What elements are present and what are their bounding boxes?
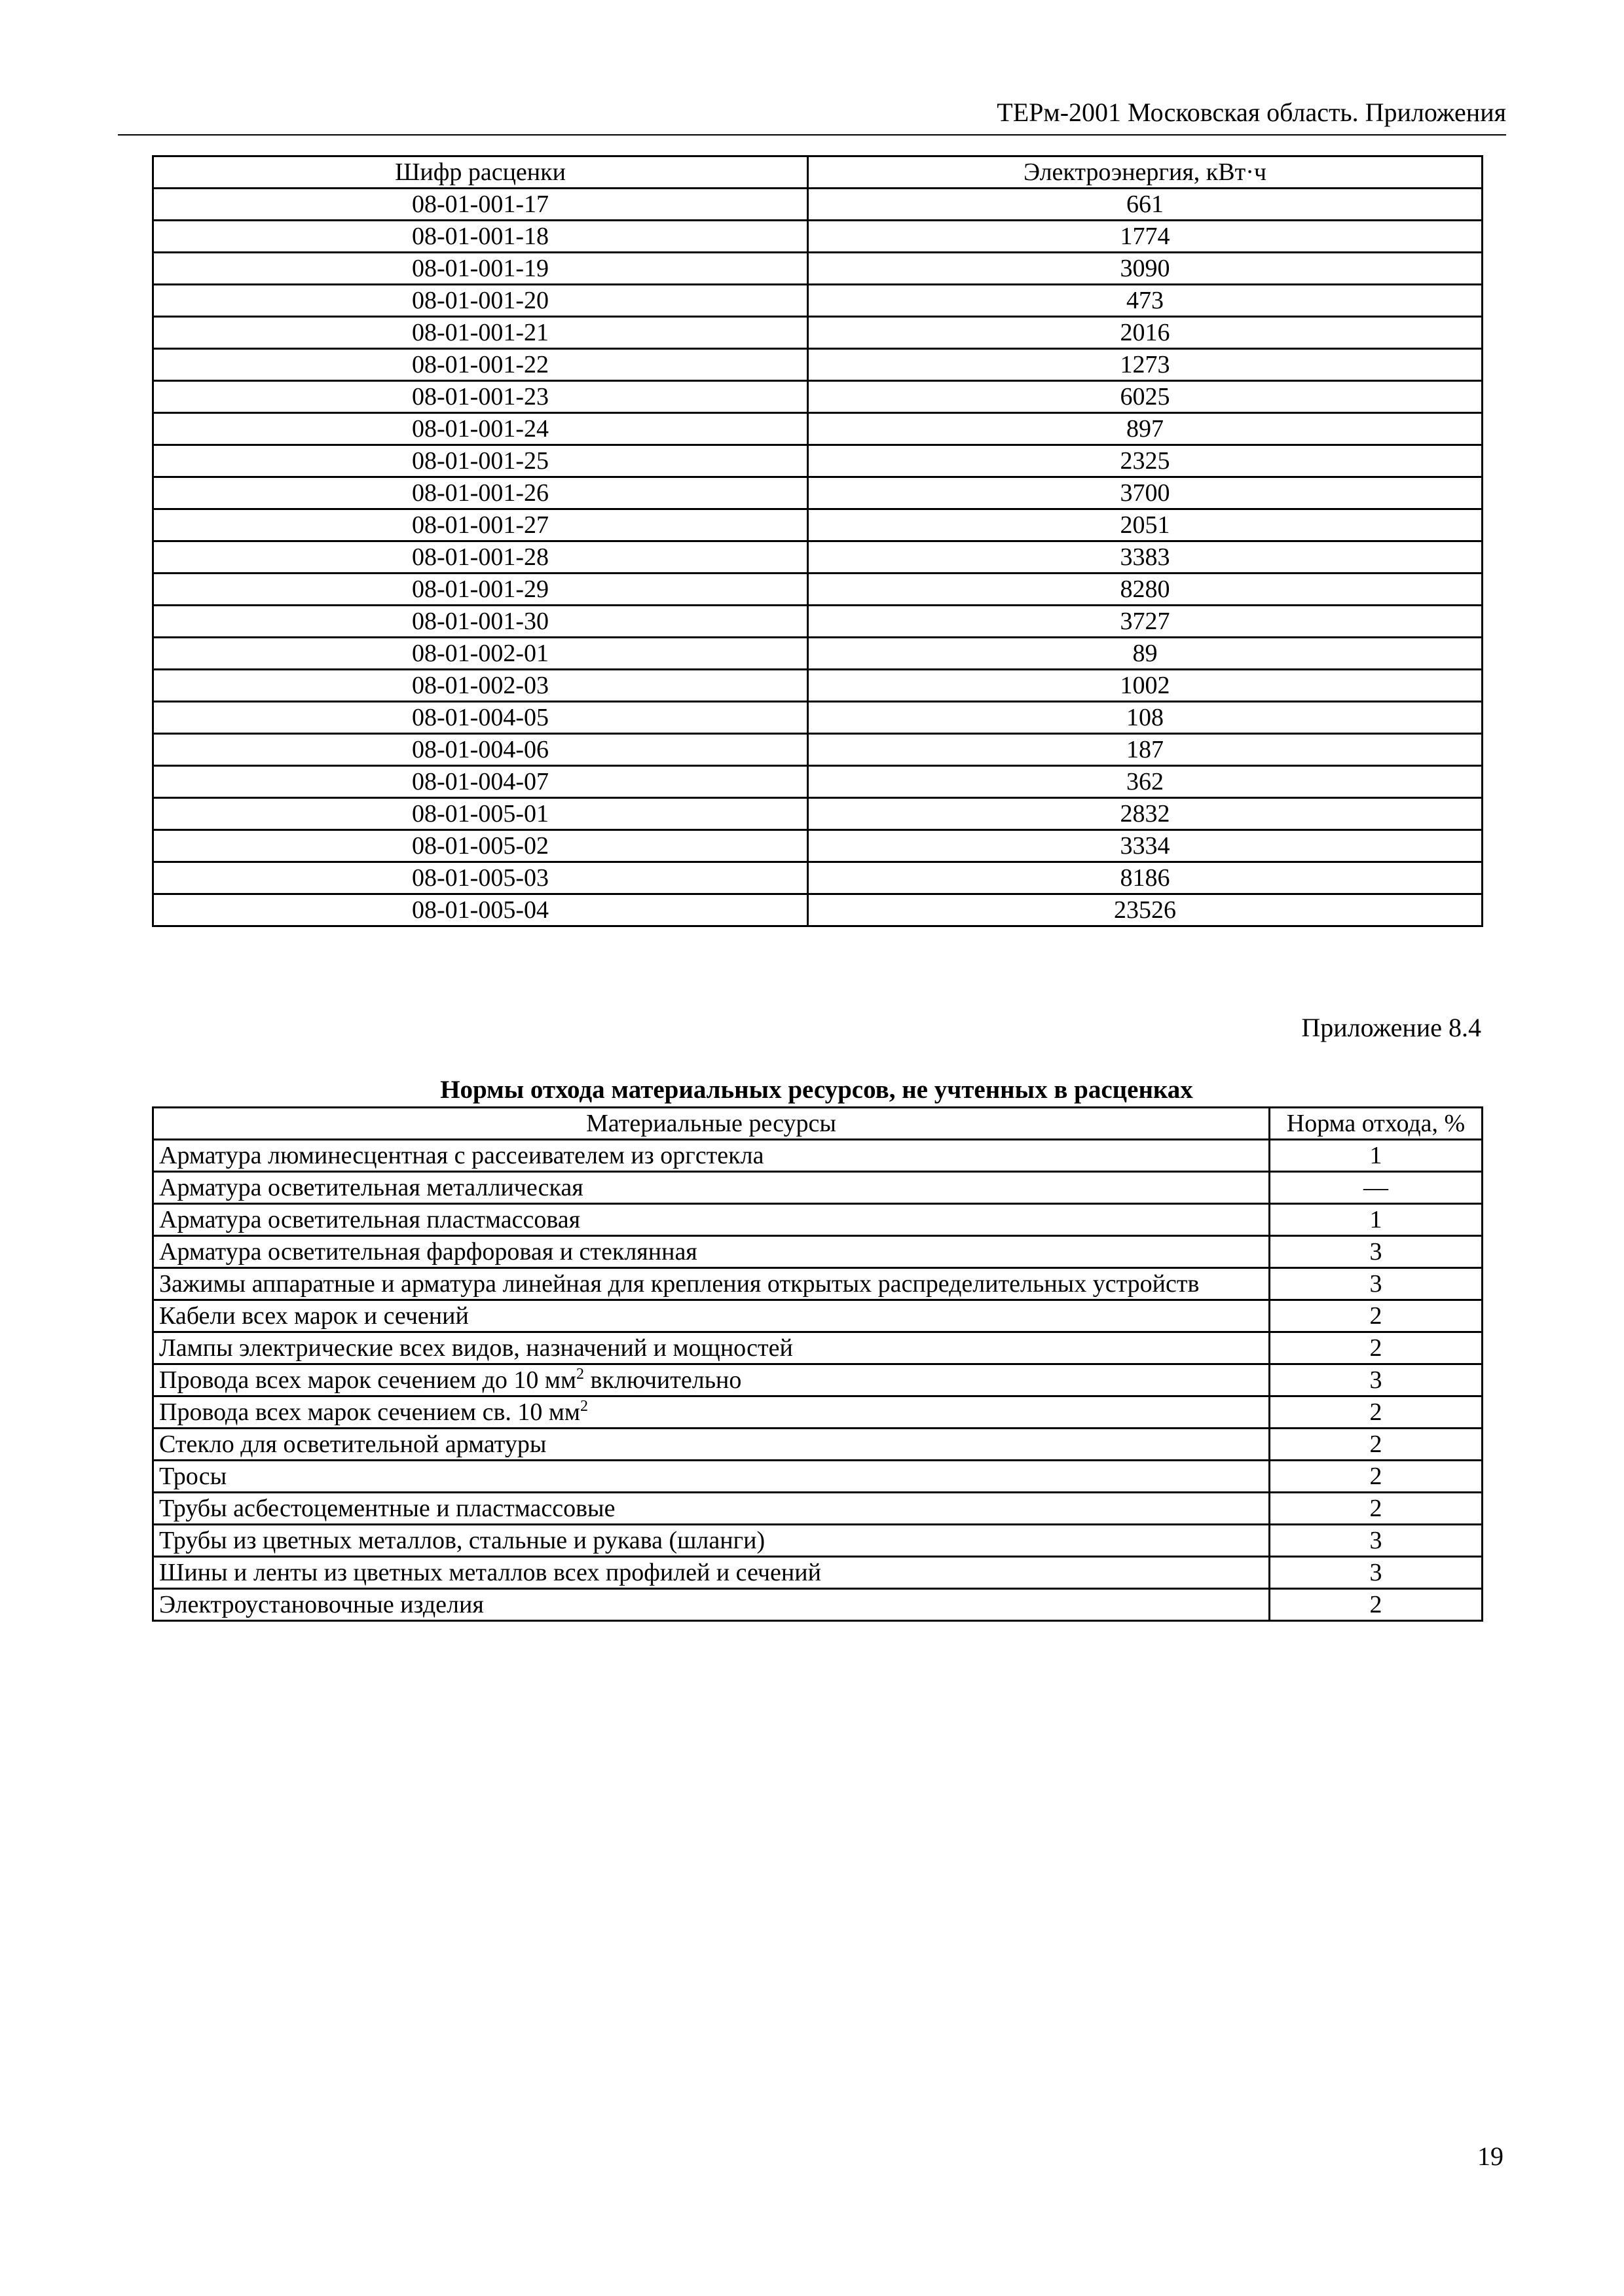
rate-code-cell: 08-01-001-25 [153, 445, 808, 477]
rate-code-cell: 08-01-001-24 [153, 413, 808, 445]
table-row [153, 862, 1483, 894]
table-row [153, 221, 1483, 253]
table-row [153, 1268, 1483, 1300]
table-row [153, 1589, 1483, 1621]
rate-code-cell: 08-01-001-23 [153, 381, 808, 413]
norm-value-cell: 2 [1270, 1429, 1483, 1461]
material-cell [153, 1589, 1270, 1621]
material-cell [153, 1461, 1270, 1493]
table-header-row [153, 156, 1483, 189]
appendix-label: Приложение 8.4 [1301, 1013, 1481, 1042]
rate-code-cell: 08-01-005-04 [153, 894, 808, 926]
table-row [153, 445, 1483, 477]
rate-code-cell: 08-01-002-03 [153, 670, 808, 702]
material-cell [153, 1140, 1270, 1172]
rate-code-cell: 08-01-001-30 [153, 606, 808, 638]
energy-value-cell: 89 [808, 638, 1483, 670]
rate-code-cell: 08-01-001-18 [153, 221, 808, 253]
table-header-row [153, 1108, 1483, 1140]
material-text: Трубы асбестоцементные и пластмассовые [159, 1495, 616, 1522]
energy-value-cell: 2016 [808, 317, 1483, 349]
norm-value-cell: 3 [1270, 1236, 1483, 1268]
table-row [153, 638, 1483, 670]
material-text: Арматура люминесцентная с рассеивателем из оргстекла [159, 1142, 764, 1169]
energy-value-cell: 1002 [808, 670, 1483, 702]
rate-code-cell: 08-01-001-19 [153, 253, 808, 285]
norm-value-cell: 2 [1270, 1396, 1483, 1429]
energy-value-cell: 23526 [808, 894, 1483, 926]
table-row [153, 1525, 1483, 1557]
rate-code-cell: 08-01-004-06 [153, 734, 808, 766]
energy-value-cell: 187 [808, 734, 1483, 766]
material-cell [153, 1332, 1270, 1364]
energy-value-cell: 8280 [808, 574, 1483, 606]
rate-code-cell: 08-01-001-17 [153, 189, 808, 221]
energy-value-cell: 2325 [808, 445, 1483, 477]
material-text: Шины и ленты из цветных металлов всех профилей и сечений [159, 1559, 821, 1586]
column-header-energy: Электроэнергия, кВт·ч [808, 156, 1483, 189]
norm-value-cell: 3 [1270, 1557, 1483, 1589]
material-cell [153, 1268, 1270, 1300]
norm-value-cell: 2 [1270, 1332, 1483, 1364]
material-text: Зажимы аппаратные и арматура линейная для крепления открытых распределительных устройств [159, 1270, 1200, 1298]
material-cell [153, 1493, 1270, 1525]
table-row [153, 702, 1483, 734]
rate-code-cell: 08-01-004-05 [153, 702, 808, 734]
rate-code-cell: 08-01-001-20 [153, 285, 808, 317]
material-text: Электроустановочные изделия [159, 1591, 484, 1618]
norm-value-cell: 2 [1270, 1461, 1483, 1493]
header-divider [118, 134, 1506, 136]
rate-code-cell: 08-01-005-02 [153, 830, 808, 862]
column-header-norm: Норма отхода, % [1270, 1108, 1483, 1140]
rate-code-cell: 08-01-001-21 [153, 317, 808, 349]
table-row [153, 349, 1483, 381]
energy-value-cell: 473 [808, 285, 1483, 317]
table-row [153, 574, 1483, 606]
material-text: Арматура осветительная металлическая [159, 1174, 583, 1201]
norm-value-cell: 1 [1270, 1140, 1483, 1172]
material-text: Лампы электрические всех видов, назначений и мощностей [159, 1334, 793, 1362]
material-cell [153, 1396, 1270, 1429]
material-text-suffix: включительно [584, 1366, 742, 1394]
energy-consumption-table [152, 155, 1483, 927]
material-cell [153, 1557, 1270, 1589]
table-row [153, 285, 1483, 317]
page-number: 19 [1477, 2141, 1504, 2171]
table-row [153, 413, 1483, 445]
energy-value-cell: 3700 [808, 477, 1483, 509]
rate-code-cell: 08-01-005-03 [153, 862, 808, 894]
waste-norms-table [152, 1106, 1483, 1622]
rate-code-cell: 08-01-001-27 [153, 509, 808, 541]
table-row [153, 1236, 1483, 1268]
table-row [153, 1493, 1483, 1525]
table-row [153, 317, 1483, 349]
material-cell [153, 1172, 1270, 1204]
table-row [153, 670, 1483, 702]
column-header-material: Материальные ресурсы [153, 1108, 1270, 1140]
energy-value-cell: 362 [808, 766, 1483, 798]
table-row [153, 766, 1483, 798]
rate-code-cell: 08-01-001-29 [153, 574, 808, 606]
norm-value-cell: 2 [1270, 1589, 1483, 1621]
material-text: Арматура осветительная фарфоровая и стеклянная [159, 1238, 697, 1266]
material-text: Трубы из цветных металлов, стальные и рукава (шланги) [159, 1527, 766, 1554]
page-header-title: ТЕРм-2001 Московская область. Приложения [997, 98, 1506, 127]
energy-value-cell: 108 [808, 702, 1483, 734]
energy-value-cell: 1273 [808, 349, 1483, 381]
material-cell [153, 1236, 1270, 1268]
table-row [153, 1300, 1483, 1332]
energy-value-cell: 3383 [808, 541, 1483, 574]
material-text: Провода всех марок сечением до 10 мм [159, 1366, 577, 1394]
table-row [153, 1204, 1483, 1236]
material-text: Кабели всех марок и сечений [159, 1302, 469, 1330]
norms-table-title: Нормы отхода материальных ресурсов, не учтенных в расценках [440, 1076, 1193, 1104]
rate-code-cell: 08-01-004-07 [153, 766, 808, 798]
material-text: Стекло для осветительной арматуры [159, 1430, 547, 1458]
rate-code-cell: 08-01-005-01 [153, 798, 808, 830]
energy-value-cell: 6025 [808, 381, 1483, 413]
material-cell [153, 1300, 1270, 1332]
table-row [153, 541, 1483, 574]
material-text: Арматура осветительная пластмассовая [159, 1206, 581, 1233]
norm-value-cell: — [1270, 1172, 1483, 1204]
energy-value-cell: 3727 [808, 606, 1483, 638]
rate-code-cell: 08-01-001-26 [153, 477, 808, 509]
energy-value-cell: 1774 [808, 221, 1483, 253]
table-row [153, 1557, 1483, 1589]
energy-value-cell: 8186 [808, 862, 1483, 894]
superscript: 2 [580, 1398, 588, 1415]
table-row [153, 189, 1483, 221]
table-row [153, 894, 1483, 926]
energy-value-cell: 661 [808, 189, 1483, 221]
rate-code-cell: 08-01-002-01 [153, 638, 808, 670]
energy-value-cell: 897 [808, 413, 1483, 445]
table-row [153, 509, 1483, 541]
norm-value-cell: 3 [1270, 1364, 1483, 1396]
material-cell [153, 1364, 1270, 1396]
column-header-code: Шифр расценки [153, 156, 808, 189]
energy-value-cell: 3334 [808, 830, 1483, 862]
material-text: Провода всех марок сечением св. 10 мм [159, 1398, 580, 1426]
table-row [153, 830, 1483, 862]
norm-value-cell: 2 [1270, 1300, 1483, 1332]
table-row [153, 798, 1483, 830]
table-row [153, 381, 1483, 413]
table-row [153, 606, 1483, 638]
energy-value-cell: 2832 [808, 798, 1483, 830]
table-row [153, 1461, 1483, 1493]
rate-code-cell: 08-01-001-28 [153, 541, 808, 574]
material-cell [153, 1204, 1270, 1236]
table-row [153, 1172, 1483, 1204]
material-cell [153, 1525, 1270, 1557]
norm-value-cell: 1 [1270, 1204, 1483, 1236]
norm-value-cell: 3 [1270, 1268, 1483, 1300]
energy-value-cell: 2051 [808, 509, 1483, 541]
rate-code-cell: 08-01-001-22 [153, 349, 808, 381]
material-text: Тросы [159, 1463, 227, 1490]
table-row [153, 1364, 1483, 1396]
table-row [153, 1332, 1483, 1364]
superscript: 2 [576, 1366, 585, 1383]
table-row [153, 734, 1483, 766]
norm-value-cell: 3 [1270, 1525, 1483, 1557]
table-row [153, 1429, 1483, 1461]
energy-value-cell: 3090 [808, 253, 1483, 285]
table-row [153, 253, 1483, 285]
table-row [153, 477, 1483, 509]
table-row [153, 1396, 1483, 1429]
norm-value-cell: 2 [1270, 1493, 1483, 1525]
table-row [153, 1140, 1483, 1172]
material-cell [153, 1429, 1270, 1461]
